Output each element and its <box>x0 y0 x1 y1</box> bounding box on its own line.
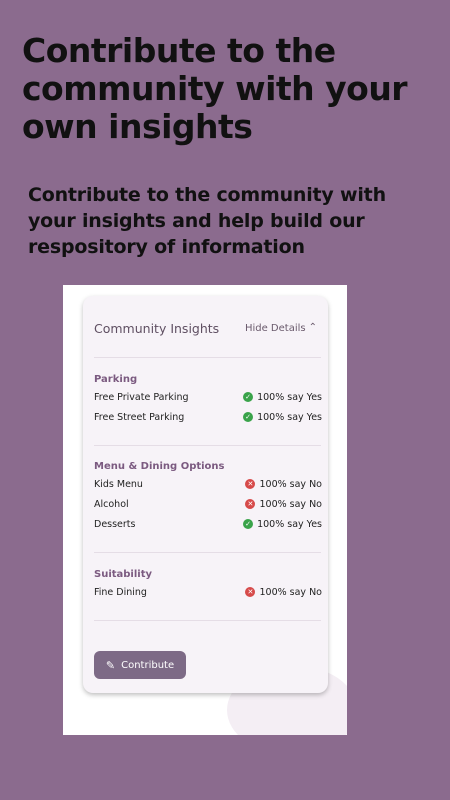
divider <box>94 445 321 446</box>
divider <box>94 552 321 553</box>
insight-status <box>243 519 322 530</box>
insight-row <box>94 497 322 511</box>
divider <box>94 357 321 358</box>
insight-status <box>245 479 322 490</box>
status-text: 100% say Yes <box>257 411 322 423</box>
insight-status <box>243 412 322 423</box>
section-title-parking: Parking <box>94 374 138 385</box>
x-circle-icon: ✕ <box>245 587 255 597</box>
check-circle-icon: ✓ <box>243 412 253 422</box>
insight-label: Free Street Parking <box>94 411 185 423</box>
headline: Contribute to the community with your own insights <box>22 31 408 146</box>
divider <box>94 620 321 621</box>
insight-label: Alcohol <box>94 498 129 510</box>
chevron-up-icon: ⌃ <box>308 322 317 333</box>
pencil-icon: ✎ <box>105 658 116 672</box>
card-title: Community Insights <box>94 320 220 336</box>
insight-label: Desserts <box>94 518 136 530</box>
insight-row <box>94 390 322 404</box>
contribute-label: Contribute <box>121 659 175 671</box>
x-circle-icon: ✕ <box>245 499 255 509</box>
status-text: 100% say No <box>259 586 322 598</box>
insight-label: Free Private Parking <box>94 391 189 403</box>
status-text: 100% say Yes <box>257 391 322 403</box>
phone-screen <box>63 285 347 735</box>
insight-row <box>94 585 322 599</box>
check-circle-icon: ✓ <box>243 519 253 529</box>
insight-row <box>94 477 322 491</box>
section-title-menu-dining: Menu & Dining Options <box>94 461 225 472</box>
insight-status <box>245 499 322 510</box>
insight-row <box>94 410 322 424</box>
hide-details-label: Hide Details <box>244 322 306 334</box>
subheadline: Contribute to the community with your insights and help build our respository of information <box>28 184 386 258</box>
insight-status <box>245 587 322 598</box>
status-text: 100% say No <box>259 498 322 510</box>
x-circle-icon: ✕ <box>245 479 255 489</box>
status-text: 100% say No <box>259 478 322 490</box>
hide-details-button[interactable] <box>245 323 317 334</box>
insight-status <box>243 392 322 403</box>
insight-label: Kids Menu <box>94 478 143 490</box>
card-header <box>94 318 317 338</box>
section-title-suitability: Suitability <box>94 569 153 580</box>
contribute-button[interactable] <box>94 651 186 679</box>
community-insights-card <box>83 296 328 693</box>
insight-row <box>94 517 322 531</box>
check-circle-icon: ✓ <box>243 392 253 402</box>
status-text: 100% say Yes <box>257 518 322 530</box>
insight-label: Fine Dining <box>94 586 147 598</box>
